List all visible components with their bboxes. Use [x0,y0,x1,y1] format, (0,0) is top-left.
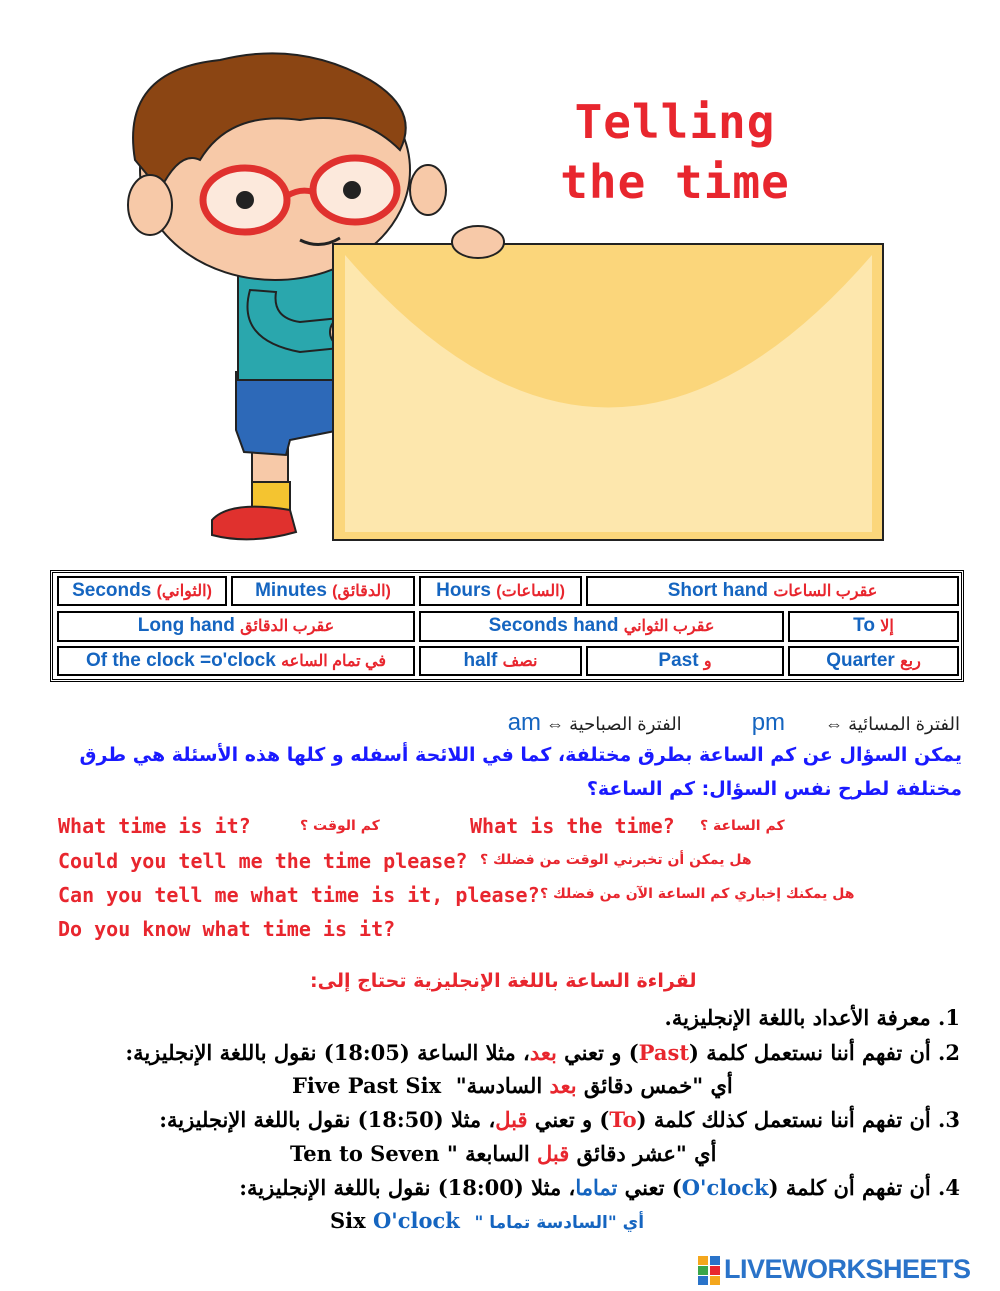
example-en: Ten to Seven [290,1141,440,1166]
text: ) و تعني [527,1107,610,1132]
meaning-after: بعد [529,1040,557,1065]
cell-oclock [57,646,415,676]
term-ar: نصف [502,653,538,670]
text: 4. أن تفهم أن كلمة ( [768,1175,960,1200]
arrow-icon: ⇔ [825,714,844,734]
example-en: Six [330,1208,366,1233]
text: أي "عشر دقائق [569,1141,717,1166]
point-4-example [330,1208,644,1233]
point-4 [239,1175,960,1200]
term-en: Short hand [667,580,769,601]
cell-quarter [788,646,959,676]
point-2 [125,1040,960,1065]
title-line-1: Telling [574,95,776,149]
term-en: Seconds hand [488,615,619,636]
term-ar: ربع [900,653,921,670]
question-2-en: What is the time? [470,814,675,838]
point-3 [159,1107,960,1132]
cell-hours [419,576,582,606]
text: ، مثلا (18:00) نقول باللغة الإنجليزية: [239,1175,576,1200]
arrow-icon: ⇔ [546,714,565,734]
term-ar: و [703,653,712,670]
cell-seconds [57,576,227,606]
pm-label: pm [751,709,786,736]
question-4-en: Can you tell me what time is it, please? [58,883,540,907]
title-line-2: the time [560,155,790,209]
text: 3. أن تفهم أننا نستعمل كذلك كلمة ( [636,1107,960,1132]
term-en: Quarter [826,650,895,671]
text: ، مثلا الساعة (18:05) نقول باللغة الإنجليزية: [125,1040,530,1065]
reading-heading: لقراءة الساعة باللغة الإنجليزية تحتاج إلى: [310,970,697,992]
text: ) تعني [617,1175,682,1200]
example-oclock: O'clock [372,1208,460,1233]
boy-with-board-illustration [0,0,1000,560]
example-ar: " أي "السادسة تماما [474,1213,645,1233]
cell-long-hand [57,611,415,642]
text: 2. أن تفهم أننا نستعمل كلمة ( [689,1040,960,1065]
term-ar: إلا [880,618,894,635]
cell-past [586,646,784,676]
point-2-example [292,1073,733,1098]
morning-ar: الفترة الصباحية [569,714,682,734]
meaning-exactly: تماما [575,1175,618,1200]
term-ar: (الثواني) [156,583,212,600]
question-3-ar: هل يمكن أن تخبرني الوقت من فضلك ؟ [480,852,752,868]
term-en: half [463,650,498,671]
vocabulary-table [50,570,964,682]
term-en: Long hand [137,615,235,636]
question-1-ar: كم الوقت ؟ [300,818,380,834]
question-2-ar: كم الساعة ؟ [700,818,785,834]
text: السابعة " [446,1141,538,1166]
text: السادسة" [455,1073,550,1098]
term-en: Minutes [255,580,327,601]
text: أي "خمس دقائق [576,1073,733,1098]
question-3-en: Could you tell me the time please? [58,849,468,873]
term-en: To [853,615,875,636]
term-ar: عقرب الثواني [623,618,715,635]
intro-line-1: يمكن السؤال عن كم الساعة بطرق مختلفة، كما في اللائحة أسفله و كلها هذه الأسئلة هي طرق [79,744,962,766]
term-ar: (الساعات) [496,583,565,600]
question-5-en: Do you know what time is it? [58,917,396,941]
intro-line-2: مختلفة لطرح نفس السؤال: كم الساعة؟ [586,778,962,800]
cell-short-hand [586,576,959,606]
term-en: Seconds [72,580,152,601]
cell-to [788,611,959,642]
meaning-before: قبل [495,1107,528,1132]
point-1: 1. معرفة الأعداد باللغة الإنجليزية. [664,1005,960,1030]
meaning-before: قبل [537,1141,570,1166]
cell-seconds-hand [419,611,784,642]
liveworksheets-logo-text[interactable]: LIVEWORKSHEETS [724,1254,971,1284]
term-ar: (الدقائق) [332,583,391,600]
keyword-to: To [609,1107,637,1132]
am-label: am [507,709,542,736]
term-en: Of the clock =o'clock [85,650,276,671]
keyword-oclock: O'clock [681,1175,769,1200]
cell-half [419,646,582,676]
text: ، مثلا (18:50) نقول باللغة الإنجليزية: [159,1107,496,1132]
term-ar: عقرب الدقائق [240,618,335,635]
term-ar: في تمام الساعه [281,653,387,670]
question-1-en: What time is it? [58,814,251,838]
page-title [505,92,845,212]
point-3-example [290,1141,716,1166]
keyword-past: Past [638,1040,690,1065]
term-en: Past [658,650,699,671]
term-ar: عقرب الساعات [773,583,878,600]
term-en: Hours [436,580,491,601]
question-4-ar: هل يمكنك إخباري كم الساعة الآن من فضلك ؟ [540,886,855,902]
meaning-after: بعد [549,1073,577,1098]
cell-minutes [231,576,415,606]
example-en: Five Past Six [292,1073,442,1098]
am-pm-line [508,709,960,737]
text: ) و تعني [556,1040,639,1065]
evening-ar: الفترة المسائية [848,714,960,734]
liveworksheets-logo-icon [698,1256,720,1286]
